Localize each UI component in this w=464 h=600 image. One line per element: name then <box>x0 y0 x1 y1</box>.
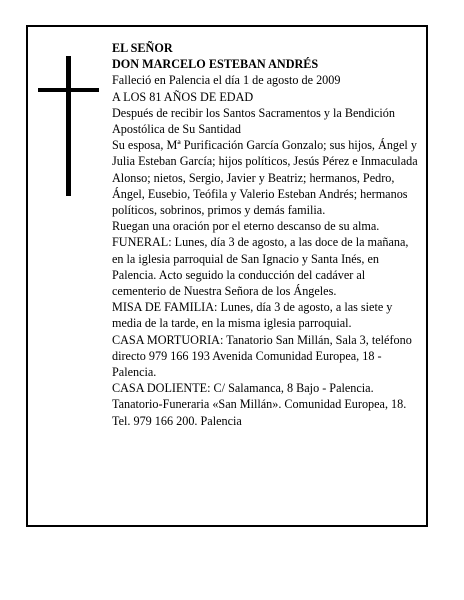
cross-icon-bar <box>38 88 99 92</box>
obituary-text <box>112 40 418 429</box>
sacraments-text: Después de recibir los Santos Sacramentos y la Bendición Apostólica de Su Santidad <box>112 105 395 137</box>
deceased-title: EL SEÑOR <box>112 41 173 55</box>
death-date: Falleció en Palencia el día 1 de agosto de 2009 <box>112 73 341 88</box>
prayer-request: Ruegan una oración por el eterno descanso de su alma. <box>112 219 380 234</box>
funeral-home-info: Tanatorio-Funeraria «San Millán». Comunidad Europea, 18. Tel. 979 166 200. Palencia <box>112 397 407 428</box>
deceased-name: DON MARCELO ESTEBAN ANDRÉS <box>112 57 319 72</box>
family-mass-info: MISA DE FAMILIA: Lunes, día 3 de agosto, a las siete y media de la tarde, en la misma iglesia parroquial. <box>112 300 393 331</box>
age-at-death: A LOS 81 AÑOS DE EDAD <box>112 89 254 104</box>
family-list: Su esposa, Mª Purificación García Gonzalo; sus hijos, Ángel y Julia Esteban García; hijos políticos, Jesús Pérez e Inmaculada Alonso; nietos, Sergio, Javier y Beatriz; hermanos, Pedro, Ángel, Eusebio, Teófila y Valerio Esteban Andrés; hermanos políticos, sobrinos, primos y demás familia. <box>112 138 418 218</box>
cross-icon <box>66 56 71 196</box>
mortuary-info: CASA MORTUORIA: Tanatorio San Millán, Sala 3, teléfono directo 979 166 193 Avenida Comunidad Europea, 18 - Palencia. <box>112 332 412 380</box>
mourning-house-info: CASA DOLIENTE: C/ Salamanca, 8 Bajo - Palencia. <box>112 381 374 396</box>
funeral-info: FUNERAL: Lunes, día 3 de agosto, a las doce de la mañana, en la iglesia parroquial de San Ignacio y Santa Inés, en Palencia. Acto seguido la conducción del cadáver al cementerio de Nuestra Señora de los Ángeles. <box>112 235 409 299</box>
